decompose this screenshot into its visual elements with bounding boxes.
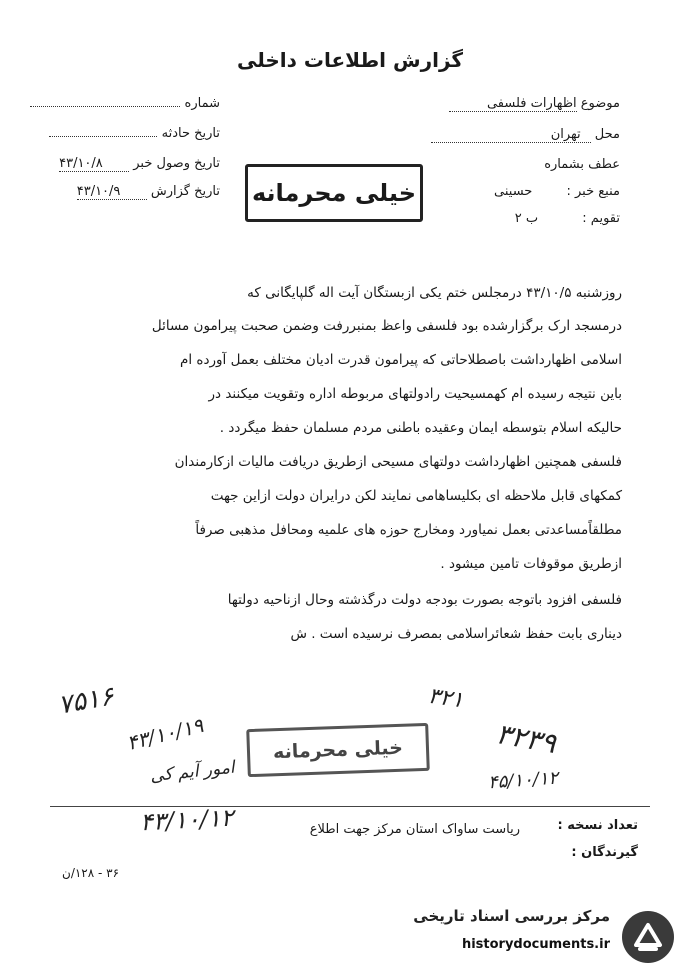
body-line-8: مطلقاًمساعدتی بعمل نمیاورد ومخارج حوزه های علمیه ومحافل مذهبی صرفاً [195,522,622,538]
subject-label: موضوع [580,96,620,111]
recipients-label: گیرندگان : [571,845,638,860]
receipt-date-row [59,156,220,172]
watermark [388,905,688,965]
rating-label: تقویم : [582,211,620,226]
classification-stamp-bottom: خیلی محرمانه [246,723,430,777]
handwritten-note-serial: ۳۲۱ [426,683,466,714]
incident-date-label: تاریخ حادثه [161,126,220,141]
watermark-logo-icon [622,911,674,963]
body-line-3: اسلامی اظهارداشت باصطلاحاتی که پیرامون قدرت ادیان مختلف بعمل آورده ام [180,352,622,368]
body-line-5: حالیکه اسلام بتوسطه ایمان وعقیده باطنی مردم مسلمان حفظ میگردد . [219,420,622,436]
body-line-11: دیناری بابت حفظ شعائراسلامی بمصرف نرسیده است . ش [290,626,622,642]
source-label: منبع خبر : [566,184,620,199]
source-row [494,184,620,199]
receipt-date-label: تاریخ وصول خبر [133,156,220,171]
ref-row [544,157,620,172]
footer-divider [50,806,650,807]
number-row [30,96,220,111]
number-field [30,106,180,107]
handwritten-note-date: ۴۳/۱۰/۱۹ [124,712,206,756]
handwritten-footer-date: ۴۳/۱۰/۱۲ [139,803,235,837]
place-row [431,127,620,143]
incident-date-field [49,136,157,137]
body-line-7: کمکهای قابل ملاحظه ای بکلیساهامی نمایند لکن درایران دولت ازاین جهت [210,488,622,504]
receipt-date-value: ۴۳/۱۰/۸ [59,156,129,172]
copies-label: تعداد نسخه : [557,818,638,833]
recipients-value: ریاست ساواک استان مرکز جهت اطلاع [309,822,520,837]
report-date-row [77,184,220,200]
handwritten-note-date-2: ۴۵/۱۰/۱۲ [487,767,559,794]
incident-date-row [49,126,220,141]
rating-row [515,211,620,226]
watermark-text: مرکز بررسی اسناد تاریخی [413,907,610,925]
handwritten-note-signature: امور آیم کی [149,757,236,787]
ref-label: عطف بشماره [544,157,620,172]
subject-value: اظهارات فلسفی [449,96,577,112]
body-line-6: فلسفی همچنین اظهارداشت دولتهای مسیحی ازطریق دریافت مالیات ازکارمندان [174,454,622,470]
body-line-1: روزشنبه ۴۳/۱۰/۵ درمجلس ختم یکی ازبستگان آیت اله گلپایگانی که [247,285,622,301]
report-date-value: ۴۳/۱۰/۹ [77,184,147,200]
form-reference: ۳۶ - ۱۲۸/ن [62,866,120,880]
place-label: محل [594,127,620,142]
classification-stamp: خیلی محرمانه [245,164,423,222]
handwritten-note-code: ۳۲۳۹ [493,717,559,760]
body-line-10: فلسفی افزود باتوجه بصورت بودجه دولت درگذشته وحال ازناحیه دولتها [227,592,622,608]
watermark-url: historydocuments.ir [461,937,610,952]
body-line-9: ازطریق موقوفات تامین میشود . [440,556,622,572]
number-label: شماره [184,96,220,111]
rating-value: ب ۲ [514,211,539,226]
report-date-label: تاریخ گزارش [150,184,220,199]
subject-row [449,96,620,112]
source-value: حسینی [494,184,533,199]
body-line-4: باین نتیجه رسیده ام کهمسیحیت رادولتهای مربوطه اداره وتقویت میکنند در [208,386,622,402]
handwritten-note-number: ۷۵۱۶ [55,681,117,721]
place-value: تهران [431,127,591,143]
body-line-2: درمسجد ارک برگزارشده بود فلسفی واعظ بمنبررفت وضمن صحبت پیرامون مسائل [151,318,622,334]
report-title: گزارش اطلاعات داخلی [236,48,464,72]
